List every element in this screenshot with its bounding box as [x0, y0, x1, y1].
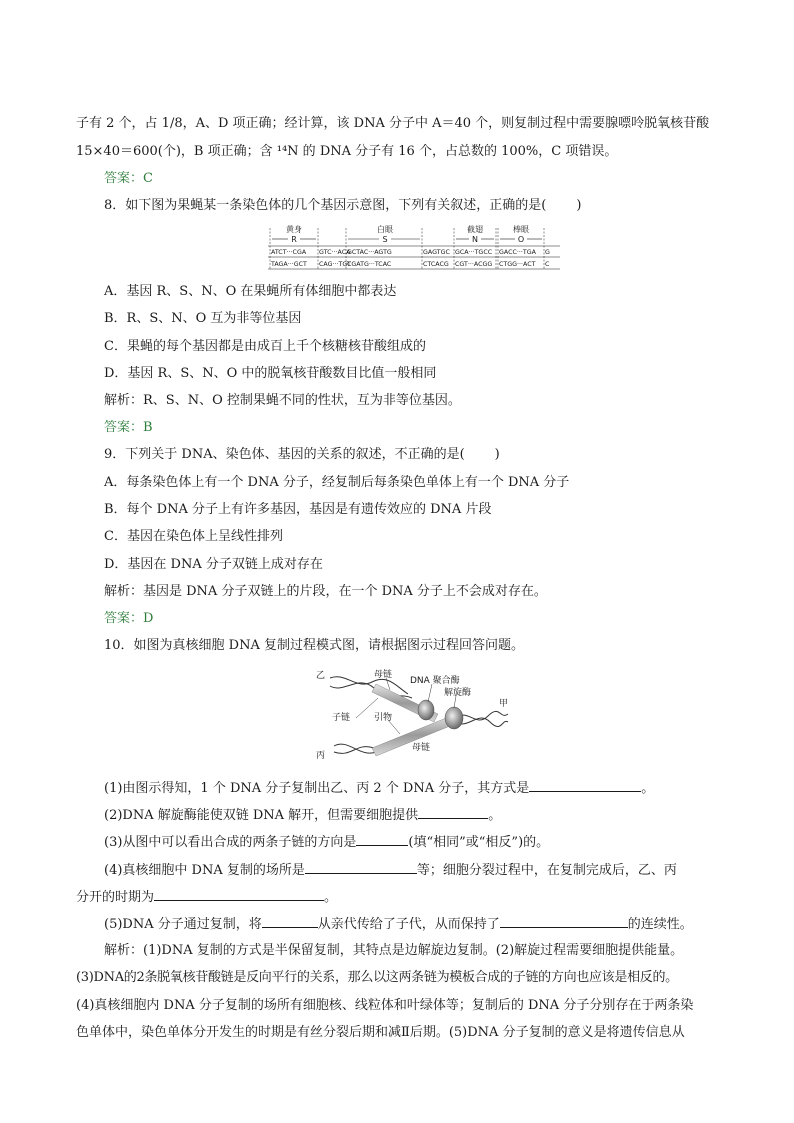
explanation-10-line-4: 色单体中，染色单体分开发生的时期是有丝分裂后期和减Ⅱ后期。(5)DNA 分子复制的意义是将遗传信息从 — [76, 1025, 685, 1040]
explanation-10-line-1: 解析：(1)DNA 复制的方式是半保留复制，其特点是边解旋边复制。(2)解旋过程需要细胞提供能量。 — [104, 943, 684, 958]
subquestion-3 — [104, 833, 549, 852]
gene-diagram — [268, 224, 560, 272]
subquestion-4-end: 。 — [324, 890, 338, 905]
top-seq-2: GTC···ACA — [319, 249, 351, 256]
option-8b: B．R、S、N、O 互为非等位基因 — [104, 311, 302, 326]
subquestion-5-end: 的连续性。 — [627, 917, 693, 932]
gene-name-o: 棒眼 — [513, 225, 529, 234]
option-9d: D．基因在 DNA 分子双链上成对存在 — [104, 557, 323, 572]
top-seq-7: G — [545, 249, 550, 256]
gene-symbol-s: S — [382, 235, 388, 244]
subquestion-4-text: (4)真核细胞中 DNA 复制的场所是 — [104, 863, 305, 878]
answer-blank-6[interactable] — [262, 915, 318, 928]
option-9b: B．每个 DNA 分子上有许多基因，基因是有遗传效应的 DNA 片段 — [104, 502, 492, 517]
bottom-seq-6: CTGG···ACT — [499, 261, 536, 268]
label-primer: 引物 — [374, 713, 393, 723]
top-seq-5: GCA···TGCC — [455, 249, 493, 256]
bottom-seq-3: CGATG···TCAC — [347, 261, 392, 268]
top-seq-6: GACC···TGA — [499, 249, 536, 256]
subquestion-5-text: (5)DNA 分子通过复制，将 — [104, 917, 262, 932]
explanation-9: 解析：基因是 DNA 分子双链上的片段，在一个 DNA 分子上不会成对存在。 — [104, 584, 547, 599]
answer-blank-5[interactable] — [154, 888, 324, 901]
option-8c: C．果蝇的每个基因都是由成百上千个核糖核苷酸组成的 — [104, 339, 426, 354]
gene-symbol-n: N — [472, 235, 478, 244]
label-dna-polymerase: DNA 聚合酶 — [410, 676, 460, 686]
option-9c: C．基因在染色体上呈线性排列 — [104, 529, 283, 544]
question-8-text: 8．如下图为果蝇某一条染色体的几个基因示意图，下列有关叙述，正确的是 — [104, 198, 542, 213]
subquestion-1-end: 。 — [641, 781, 655, 796]
subquestion-1 — [104, 779, 654, 798]
top-seq-3: GCTAC···AGTG — [347, 249, 392, 256]
label-jia: 甲 — [499, 699, 509, 709]
label-daughter-strand: 子链 — [332, 713, 351, 723]
subquestion-4 — [104, 861, 677, 880]
subquestion-5-mid: 从亲代传给了子代，从而保持了 — [317, 917, 500, 932]
explanation-10-line-3: (4)真核细胞内 DNA 分子复制的场所有细胞核、线粒体和叶绿体等；复制后的 DNA 分子分别存在于两条染 — [76, 998, 694, 1013]
label-parent-strand-bottom: 母链 — [412, 743, 431, 753]
subquestion-4-cont — [76, 888, 337, 907]
bottom-seq-5: CGT···ACGG — [455, 261, 493, 268]
top-seq-1: ATCT···CGA — [271, 249, 307, 256]
option-9a: A．每条染色体上有一个 DNA 分子，经复制后每条染色单体上有一个 DNA 分子 — [104, 475, 570, 490]
dna-replication-diagram — [316, 668, 512, 760]
bottom-seq-4: CTCACG — [423, 261, 449, 268]
gene-symbol-o: O — [517, 235, 525, 244]
option-8a: A．基因 R、S、N、O 在果蝇所有体细胞中都表达 — [104, 284, 397, 299]
question-9-text: 9．下列关于 DNA、染色体、基因的关系的叙述，不正确的是 — [104, 447, 460, 462]
bottom-seq-2: CAG···TGT — [319, 261, 351, 268]
subquestion-5 — [104, 915, 693, 934]
label-parent-strand-top: 母链 — [374, 670, 393, 680]
subquestion-2 — [104, 806, 501, 825]
gene-symbol-r: R — [291, 235, 297, 244]
question-9: 9．下列关于 DNA、染色体、基因的关系的叙述，不正确的是( ) — [104, 447, 500, 462]
answer-blank-1[interactable] — [529, 779, 641, 792]
explanation-10-line-2: (3)DNA的2条脱氧核苷酸链是反向平行的关系，那么以这两条链为模板合成的子链的方向也应该是相反的。 — [76, 970, 678, 985]
text-line: 子有 2 个，占 1/8，A、D 项正确；经计算，该 DNA 分子中 A＝40 个，则复制过程中需要腺嘌呤脱氧核苷酸 — [76, 116, 710, 131]
top-seq-4: GAGTGC — [423, 249, 450, 256]
answer-7: 答案：C — [104, 171, 153, 186]
answer-blank-4[interactable] — [305, 861, 417, 874]
explanation-8: 解析：R、S、N、O 控制果蝇不同的性状，互为非等位基因。 — [104, 393, 461, 408]
subquestion-3-text: (3)从图中可以看出合成的两条子链的方向是 — [104, 835, 357, 850]
answer-9: 答案：D — [104, 611, 154, 626]
text-line: 15×40＝600(个)，B 项正确；含 ¹⁴N 的 DNA 分子有 16 个，占总数的 100%，C 项错误。 — [76, 144, 618, 159]
subquestion-1-text: (1)由图示得知，1 个 DNA 分子复制出乙、丙 2 个 DNA 分子，其方式是 — [104, 781, 530, 796]
question-10: 10．如图为真核细胞 DNA 复制过程模式图，请根据图示过程回答问题。 — [104, 638, 524, 653]
gene-name-r: 黄身 — [286, 225, 302, 234]
bottom-seq-7: C — [545, 261, 550, 268]
answer-blank-3[interactable] — [356, 833, 408, 846]
subquestion-4-text-2: 分开的时期为 — [76, 890, 155, 905]
answer-blank-7[interactable] — [500, 915, 628, 928]
subquestion-3-end: (填“相同”或“相反”)的。 — [408, 835, 550, 850]
label-yi: 乙 — [316, 671, 326, 681]
answer-8: 答案：B — [104, 420, 153, 435]
option-8d: D．基因 R、S、N、O 中的脱氧核苷酸数目比值一般相同 — [104, 366, 437, 381]
question-8: 8．如下图为果蝇某一条染色体的几个基因示意图，下列有关叙述，正确的是( ) — [104, 198, 582, 213]
answer-blank-2[interactable] — [418, 806, 488, 819]
subquestion-4-mid: 等；细胞分裂过程中，在复制完成后，乙、丙 — [416, 863, 677, 878]
subquestion-2-text: (2)DNA 解旋酶能使双链 DNA 解开，但需要细胞提供 — [104, 808, 419, 823]
subquestion-2-end: 。 — [488, 808, 502, 823]
label-bing: 丙 — [316, 751, 326, 760]
gene-name-s: 白眼 — [377, 225, 393, 234]
bottom-seq-1: TAGA···GCT — [271, 261, 307, 268]
gene-name-n: 截翅 — [467, 225, 483, 234]
label-helicase: 解旋酶 — [444, 688, 472, 698]
